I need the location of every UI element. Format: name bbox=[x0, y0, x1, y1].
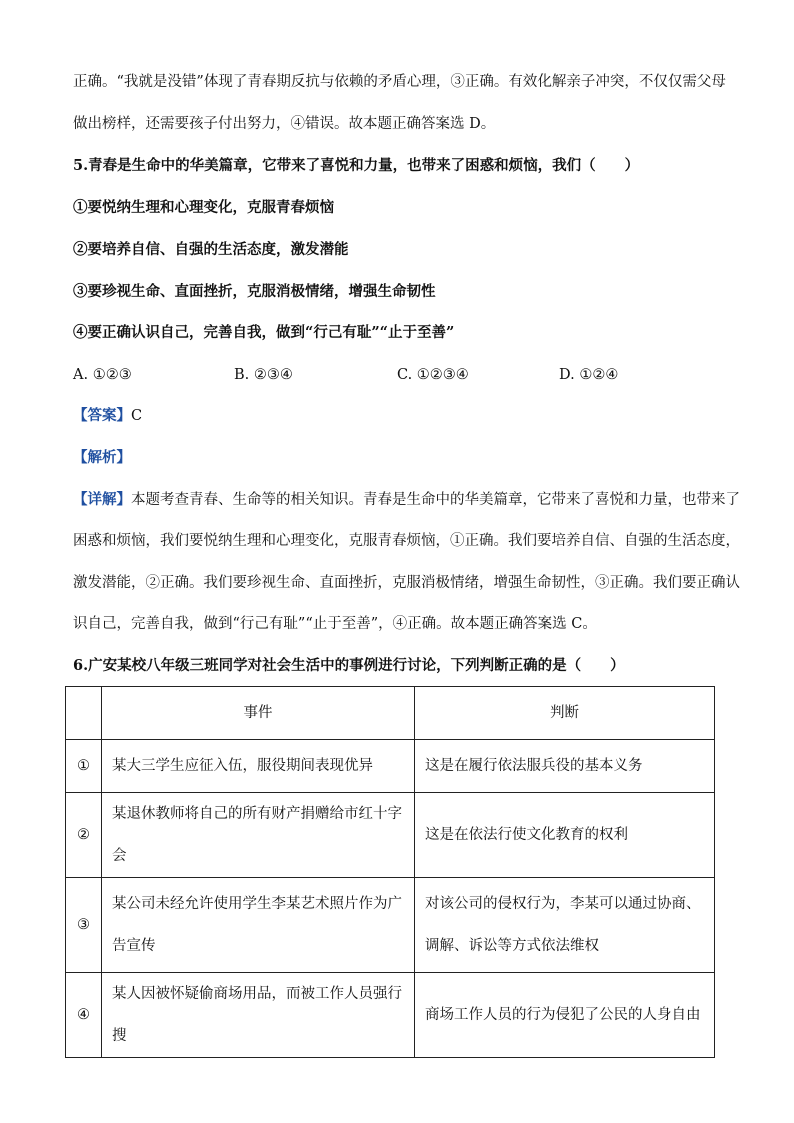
table-header-row bbox=[66, 687, 715, 740]
question-5-stem: 5.青春是生命中的华美篇章，它带来了喜悦和力量，也带来了困惑和烦恼，我们（ ） bbox=[73, 157, 640, 174]
answer-options bbox=[73, 365, 713, 385]
header-cell-event: 事件 bbox=[102, 687, 415, 740]
event-cell: 某公司未经允许使用学生李某艺术照片作为广告宣传 bbox=[102, 878, 415, 973]
answer-value: C bbox=[131, 408, 143, 424]
table-row bbox=[66, 793, 715, 878]
statement-2: ②要培养自信、自强的生活态度，激发潜能 bbox=[73, 241, 349, 258]
option-c: C. ①②③④ bbox=[397, 367, 469, 383]
detail-line-1 bbox=[73, 490, 740, 510]
events-table bbox=[65, 686, 715, 1058]
row-number: ③ bbox=[66, 878, 102, 973]
header-cell-number bbox=[66, 687, 102, 740]
row-number: ④ bbox=[66, 973, 102, 1058]
row-number: ② bbox=[66, 793, 102, 878]
event-cell: 某退休教师将自己的所有财产捐赠给市红十字会 bbox=[102, 793, 415, 878]
judgment-cell: 商场工作人员的行为侵犯了公民的人身自由 bbox=[415, 973, 715, 1058]
row-number: ① bbox=[66, 740, 102, 793]
judgment-cell: 这是在依法行使文化教育的权利 bbox=[415, 793, 715, 878]
statement-1: ①要悦纳生理和心理变化，克服青春烦恼 bbox=[73, 199, 334, 216]
analysis-line bbox=[73, 448, 131, 468]
judgment-cell: 这是在履行依法服兵役的基本义务 bbox=[415, 740, 715, 793]
answer-line bbox=[73, 406, 142, 426]
table-row bbox=[66, 740, 715, 793]
option-b: B. ②③④ bbox=[234, 367, 293, 383]
detail-line-3: 激发潜能，②正确。我们要珍视生命、直面挫折，克服消极情绪，增强生命韧性，③正确。我们要正确认 bbox=[73, 575, 740, 591]
question-6-stem: 6.广安某校八年级三班同学对社会生活中的事例进行讨论，下列判断正确的是（ ） bbox=[73, 657, 625, 674]
judgment-cell: 对该公司的侵权行为，李某可以通过协商、调解、诉讼等方式依法维权 bbox=[415, 878, 715, 973]
statement-4: ④要正确认识自己，完善自我，做到“行己有耻”“止于至善” bbox=[73, 324, 455, 341]
detail-line-4: 识自己，完善自我，做到“行己有耻”“止于至善”，④正确。故本题正确答案选 C。 bbox=[73, 616, 597, 632]
detail-text: 本题考查青春、生命等的相关知识。青春是生命中的华美篇章，它带来了喜悦和力量，也带来了 bbox=[131, 492, 740, 508]
detail-line-2: 困惑和烦恼，我们要悦纳生理和心理变化，克服青春烦恼，①正确。我们要培养自信、自强的生活态度， bbox=[73, 533, 740, 549]
event-cell: 某人因被怀疑偷商场用品，而被工作人员强行搜 bbox=[102, 973, 415, 1058]
table-row bbox=[66, 973, 715, 1058]
option-a: A. ①②③ bbox=[73, 367, 132, 383]
analysis-tag: 【解析】 bbox=[73, 449, 131, 466]
answer-tag: 【答案】 bbox=[73, 407, 131, 424]
detail-tag: 【详解】 bbox=[73, 491, 131, 508]
option-d: D. ①②④ bbox=[559, 367, 619, 383]
table-row bbox=[66, 878, 715, 973]
text-line: 做出榜样，还需要孩子付出努力，④错误。故本题正确答案选 D。 bbox=[73, 116, 496, 132]
header-cell-judgment: 判断 bbox=[415, 687, 715, 740]
statement-3: ③要珍视生命、直面挫折，克服消极情绪，增强生命韧性 bbox=[73, 283, 436, 300]
text-line: 正确。“我就是没错”体现了青春期反抗与依赖的矛盾心理，③正确。有效化解亲子冲突，不仅仅需父母 bbox=[73, 74, 726, 90]
event-cell: 某大三学生应征入伍，服役期间表现优异 bbox=[102, 740, 415, 793]
